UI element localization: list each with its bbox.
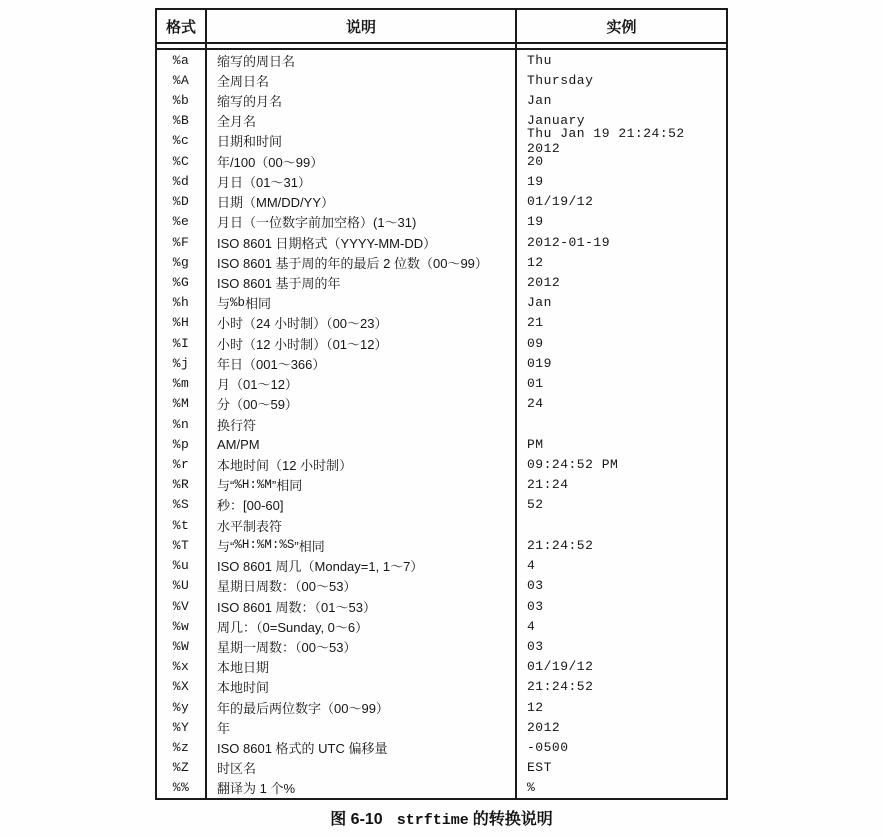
table-row <box>157 495 726 515</box>
table-row <box>157 616 726 636</box>
description-cell: 日期（MM/DD/YY） <box>205 192 515 212</box>
description-cell: 换行符 <box>205 414 515 434</box>
example-cell: 19 <box>515 212 726 232</box>
format-cell: %n <box>172 416 190 432</box>
example-cell: 21 <box>515 313 726 333</box>
description-cell: 月日（一位数字前加空格）(1～31) <box>205 212 515 232</box>
format-cell: %r <box>172 456 190 472</box>
table-row <box>157 737 726 757</box>
example-cell: 21:24:52 <box>515 677 726 697</box>
description-cell: ISO 8601 基于周的年的最后 2 位数（00～99） <box>205 252 515 272</box>
example-cell: Thu Jan 19 21:24:52 2012 <box>515 131 726 151</box>
table-row <box>157 272 726 292</box>
example-cell: 4 <box>515 555 726 575</box>
table-row <box>157 252 726 272</box>
format-cell: %w <box>172 618 190 634</box>
table-row <box>157 70 726 90</box>
example-cell: 20 <box>515 151 726 171</box>
description-cell: 与“ %H:%M ”相同 <box>205 475 515 495</box>
description-cell: 年日（001～366） <box>205 353 515 373</box>
description-cell: ISO 8601 日期格式（YYYY-MM-DD） <box>205 232 515 252</box>
strftime-table <box>155 8 728 800</box>
table-header <box>157 10 726 44</box>
format-cell: %a <box>172 52 190 68</box>
example-cell: 24 <box>515 394 726 414</box>
table-row <box>157 657 726 677</box>
format-cell: %X <box>172 679 190 695</box>
table-row <box>157 192 726 212</box>
table-row <box>157 414 726 434</box>
description-cell: 年 <box>205 717 515 737</box>
example-cell: 21:24 <box>515 475 726 495</box>
example-cell: 01/19/12 <box>515 192 726 212</box>
description-cell: ISO 8601 周数：（01～53） <box>205 596 515 616</box>
format-cell: %A <box>172 72 190 88</box>
format-cell: %t <box>172 517 190 533</box>
table-row <box>157 313 726 333</box>
table-row <box>157 555 726 575</box>
format-cell: %F <box>172 234 190 250</box>
table-row <box>157 636 726 656</box>
format-cell: %x <box>172 659 190 675</box>
table-row <box>157 212 726 232</box>
table-row <box>157 576 726 596</box>
format-cell: %U <box>172 578 190 594</box>
description-cell: 全月名 <box>205 111 515 131</box>
example-cell: 12 <box>515 252 726 272</box>
format-cell: %m <box>172 376 190 392</box>
caption-code: strftime <box>396 812 469 829</box>
description-cell: 分（00～59） <box>205 394 515 414</box>
header-cell-example: 实例 <box>515 10 726 42</box>
table-row <box>157 293 726 313</box>
format-cell: %y <box>172 699 190 715</box>
description-cell: 星期日周数：（00～53） <box>205 576 515 596</box>
table-row <box>157 50 726 70</box>
figure-label: 图 6-10 <box>330 811 383 828</box>
format-cell: %h <box>172 295 190 311</box>
description-cell: 秒：[00-60] <box>205 495 515 515</box>
table-row <box>157 677 726 697</box>
table-row <box>157 778 726 798</box>
description-cell: 本地日期 <box>205 657 515 677</box>
table-row <box>157 374 726 394</box>
header-cell-format: 格式 <box>165 18 196 36</box>
table-row <box>157 232 726 252</box>
format-cell: %B <box>172 113 190 129</box>
table-row <box>157 434 726 454</box>
table-row <box>157 475 726 495</box>
example-cell: 03 <box>515 596 726 616</box>
format-cell: %D <box>172 194 190 210</box>
format-cell: %% <box>172 780 190 796</box>
example-cell: Thu <box>515 50 726 70</box>
format-cell: %d <box>172 173 190 189</box>
description-cell: 月（01～12） <box>205 374 515 394</box>
format-cell: %C <box>172 153 190 169</box>
example-cell: EST <box>515 758 726 778</box>
example-cell: 03 <box>515 636 726 656</box>
figure-caption <box>0 806 883 829</box>
description-cell: 周几：（0=Sunday, 0～6） <box>205 616 515 636</box>
format-cell: %z <box>172 740 190 756</box>
description-cell: 年的最后两位数字（00～99） <box>205 697 515 717</box>
example-cell: PM <box>515 434 726 454</box>
format-cell: %c <box>172 133 190 149</box>
format-cell: %M <box>172 396 190 412</box>
description-cell: 本地时间 <box>205 677 515 697</box>
description-cell: 月日（01～31） <box>205 171 515 191</box>
description-cell: 与 %b 相同 <box>205 293 515 313</box>
table-row <box>157 535 726 555</box>
table-row <box>157 90 726 110</box>
format-cell: %R <box>172 477 190 493</box>
format-cell: %Y <box>172 719 190 735</box>
description-cell: 翻译为 1 个% <box>205 778 515 798</box>
table-row <box>157 758 726 778</box>
table-row <box>157 125 726 156</box>
description-cell: 本地时间（12 小时制） <box>205 454 515 474</box>
example-cell: 019 <box>515 353 726 373</box>
example-cell: Thursday <box>515 70 726 90</box>
example-cell: -0500 <box>515 737 726 757</box>
description-cell: 全周日名 <box>205 70 515 90</box>
example-cell: 09:24:52 PM <box>515 454 726 474</box>
example-cell: 12 <box>515 697 726 717</box>
example-cell <box>515 515 726 535</box>
format-cell: %I <box>172 335 190 351</box>
description-cell: 年/100（00～99） <box>205 151 515 171</box>
example-cell: 2012 <box>515 272 726 292</box>
description-cell: 缩写的月名 <box>205 90 515 110</box>
format-cell: %V <box>172 598 190 614</box>
format-cell: %Z <box>172 760 190 776</box>
example-cell <box>515 414 726 434</box>
example-cell: 09 <box>515 333 726 353</box>
format-cell: %p <box>172 436 190 452</box>
format-cell: %e <box>172 214 190 230</box>
description-cell: 缩写的周日名 <box>205 50 515 70</box>
table-row <box>157 454 726 474</box>
table-row <box>157 717 726 737</box>
example-cell: Jan <box>515 90 726 110</box>
example-cell: Jan <box>515 293 726 313</box>
description-cell: AM/PM <box>205 434 515 454</box>
table-row <box>157 171 726 191</box>
example-cell: 01/19/12 <box>515 657 726 677</box>
example-cell: 2012 <box>515 717 726 737</box>
description-cell: 水平制表符 <box>205 515 515 535</box>
example-cell: % <box>515 778 726 798</box>
format-cell: %W <box>172 638 190 654</box>
description-cell: 日期和时间 <box>205 131 515 151</box>
description-cell: 时区名 <box>205 758 515 778</box>
format-cell: %j <box>172 355 190 371</box>
description-cell: ISO 8601 基于周的年 <box>205 272 515 292</box>
format-cell: %g <box>172 254 190 270</box>
table-row <box>157 353 726 373</box>
format-cell: %T <box>172 537 190 553</box>
description-cell: 与“ %H:%M:%S ”相同 <box>205 535 515 555</box>
table-body <box>157 50 726 798</box>
example-cell: 19 <box>515 171 726 191</box>
example-cell: 52 <box>515 495 726 515</box>
table-row <box>157 333 726 353</box>
example-cell: 01 <box>515 374 726 394</box>
example-cell: January <box>515 111 726 131</box>
description-cell: ISO 8601 周几（Monday=1, 1～7） <box>205 555 515 575</box>
example-cell: 21:24:52 <box>515 535 726 555</box>
format-cell: %S <box>172 497 190 513</box>
example-cell: 2012-01-19 <box>515 232 726 252</box>
description-cell: 小时（12 小时制）（01～12） <box>205 333 515 353</box>
description-cell: 小时（24 小时制）（00～23） <box>205 313 515 333</box>
format-cell: %b <box>172 93 190 109</box>
table-row <box>157 151 726 171</box>
example-cell: 03 <box>515 576 726 596</box>
table-row <box>157 515 726 535</box>
header-cell-description: 说明 <box>205 10 515 42</box>
format-cell: %G <box>172 275 190 291</box>
format-cell: %H <box>172 315 190 331</box>
table-row <box>157 697 726 717</box>
example-cell: 4 <box>515 616 726 636</box>
format-cell: %u <box>172 558 190 574</box>
caption-suffix: 的转换说明 <box>472 811 553 828</box>
table-row <box>157 596 726 616</box>
description-cell: 星期一周数：（00～53） <box>205 636 515 656</box>
description-cell: ISO 8601 格式的 UTC 偏移量 <box>205 737 515 757</box>
table-row <box>157 394 726 414</box>
